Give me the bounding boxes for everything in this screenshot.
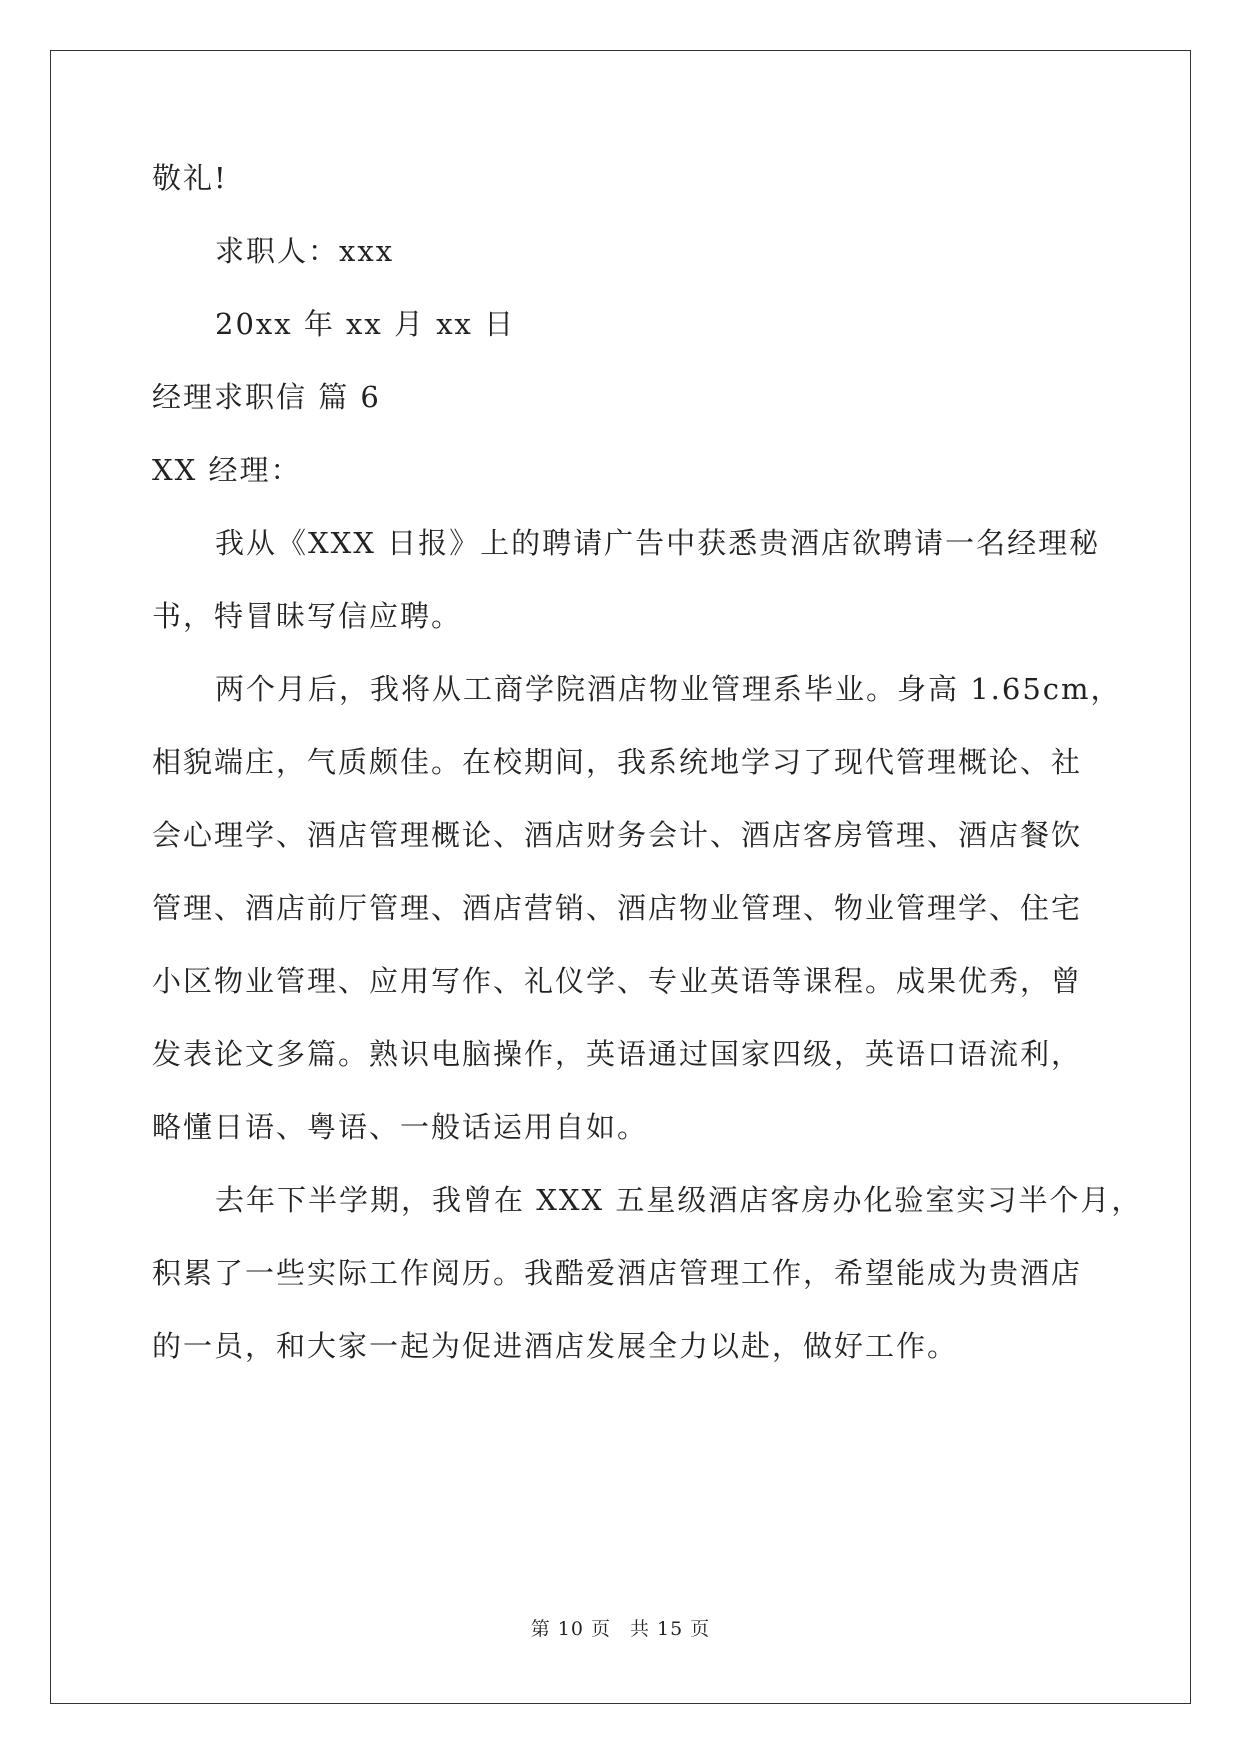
date-line: 20xx 年 xx 月 xx 日 (215, 307, 516, 341)
paragraph-line: 两个月后，我将从工商学院酒店物业管理系毕业。身高 1.65cm， (215, 672, 1122, 706)
paragraph-line: 发表论文多篇。熟识电脑操作，英语通过国家四级，英语口语流利， (152, 1037, 1083, 1071)
paragraph-line: 去年下半学期，我曾在 XXX 五星级酒店客房办化验室实习半个月， (215, 1183, 1143, 1217)
page-border (50, 50, 1191, 1704)
paragraph-line: 管理、酒店前厅管理、酒店营销、酒店物业管理、物业管理学、住宅 (152, 891, 1083, 925)
page-total: 共 15 页 (630, 1618, 711, 1640)
paragraph-line: 会心理学、酒店管理概论、酒店财务会计、酒店客房管理、酒店餐饮 (152, 818, 1083, 852)
salutation: XX 经理： (152, 453, 302, 487)
paragraph-line: 书，特冒昧写信应聘。 (152, 599, 463, 633)
closing-salute: 敬礼! (152, 161, 228, 195)
paragraph-line: 的一员，和大家一起为促进酒店发展全力以赴，做好工作。 (152, 1329, 959, 1363)
page-number: 第 10 页 (530, 1618, 611, 1640)
applicant-line: 求职人：xxx (215, 234, 395, 268)
section-heading: 经理求职信 篇 6 (152, 380, 381, 414)
paragraph-line: 积累了一些实际工作阅历。我酷爱酒店管理工作，希望能成为贵酒店 (152, 1256, 1083, 1290)
paragraph-line: 小区物业管理、应用写作、礼仪学、专业英语等课程。成果优秀，曾 (152, 964, 1083, 998)
paragraph-line: 我从《XXX 日报》上的聘请广告中获悉贵酒店欲聘请一名经理秘 (215, 526, 1101, 560)
paragraph-line: 相貌端庄，气质颇佳。在校期间，我系统地学习了现代管理概论、社 (152, 745, 1083, 779)
paragraph-line: 略懂日语、粤语、一般话运用自如。 (152, 1110, 649, 1144)
page-footer (0, 1614, 1241, 1641)
